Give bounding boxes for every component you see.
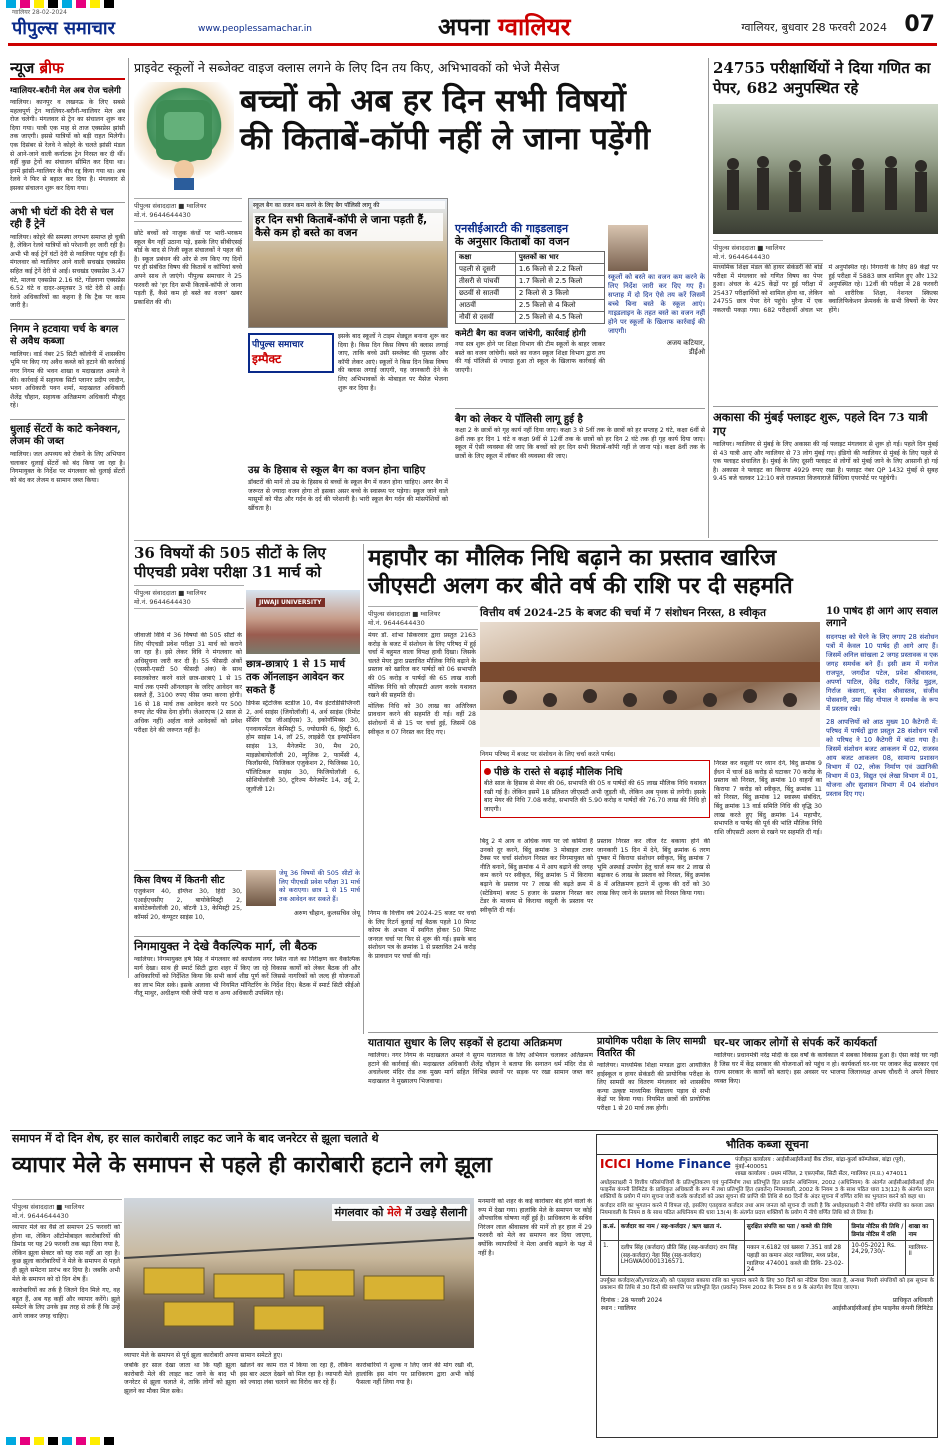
notice-table [600,1219,934,1276]
table-row [456,276,605,288]
math-byline [713,237,823,267]
fair-photo-caption: व्यापार मेले के समापन से पूर्व झूला कारोबारी अपना सामान समेटते हुए। [124,1352,283,1359]
brief-head-a: न्यूज [10,59,35,77]
small-date: ग्वालियर 28-02-2024 [12,9,67,16]
possession-notice-ad [596,1134,938,1438]
table-cell: नौवीं से दसवीं [456,312,516,324]
section-title [438,10,570,43]
table-cell: पहली से दूसरी [456,264,516,276]
column-rule [708,58,709,538]
logo-a: ICICI [600,1157,632,1171]
table-header-cell: पुस्तकों का भार [515,252,604,264]
registrar-name: अरुण चौहान, कुलसचिव जेयू [293,910,360,917]
brief-head-b: ब्रीफ [39,59,64,77]
deo-quote-box [608,225,705,357]
table-cell: 2.5 किलो से 4 किलो [515,300,604,312]
table-header-row [456,252,605,264]
doorstep-headline: घर-घर जाकर लोगों से संपर्क करें कार्यकर्ता [714,1037,877,1049]
brief-item [10,419,125,485]
notice-para-3: उपर्युक्त कर्जदार(ओं)/गारंटर(ओं) को एतद्द्वारा बकाया राशि का भुगतान करने के लिए 30 दिनों का नोटिस दिया जाता है, अन्यथा गिरवी संपत्तियों को इस सूचना के प्रकाशन की तिथि से 30 दिनों की समाप्ति पर प्रतिभूति हित (प्रवर्तन) नियम 2002 के नियम 8 व 9 के अंतर्गत बेच दिया जाएगा। [600,1278,934,1291]
color-registration-strip-bottom [0,1437,945,1445]
brief-body: ग्वालियर। कोहरे की समस्या लगभग समाप्त हो चुकी है, लेकिन रेलवे यात्रियों को परेशानी हर जारी रही है। अभी भी कई ट्रेनें घंटों देरी से ग्वालियर पहुंच रही हैं। मंगलवार को ग्वालियर आने वाली सचखंड एक्सप्रेस सहित कई ट्रेनें देरी से आईं। सचखंड एक्सप्रेस 3.47 घंटे, मालवा एक्सप्रेस 2.16 घंटे, गोंडवाना एक्सप्रेस 6.52 घंटे व दादर-अमृतसर 3 घंटे देरी से आईं। रेलवे अधिकारियों का कहना है कि ट्रैक पर काम जारी है। [10,233,125,310]
brief-item [10,319,125,411]
brief-title: ग्वालियर-बरौनी मेल अब रोज चलेगी [10,86,121,96]
notice-head: भौतिक कब्जा सूचना [597,1135,937,1155]
notice-branch: शाखा कार्यालय : प्रथम मंजिल, 2 एफ़एमीस, सिटी सेंटर, ग्वालियर (म.प्र.) 474011 [735,1171,908,1177]
doorstep-story [714,1036,938,1122]
fair-kicker: समापन में दो दिन शेष, हर साल कारोबारी लाइट कट जाने के बाद जनरेटर से झूला चलाते थे [12,1132,379,1145]
traffic-body: ग्वालियर। नगर निगम के मदाखलत अमले ने सुगम यातायात के लिए अभियान चलाकर अतिक्रमण हटाने की कार्रवाई की। मदाखलत अधिकारी शैलेंद्र चौहान ने बताया कि सनातन धर्म मंदिर रोड से अचलेश्वर मंदिर रोड तक मुख्य मार्ग सहित विभिन्न स्थानों पर सड़क पर रखा सामान जब्त कर मदाखलत ने मुख्यालय भिजवाया। [368,1052,593,1085]
jiwaji-university-photo [246,590,360,654]
exam-body: ग्वालियर। माध्यमिक शिक्षा मण्डल द्वारा आयोजित हाईस्कूल व हायर सेकंडरी की प्रायोगिक परीक्षा के लिए सामग्री का वितरण मंगलवार को शासकीय कन्या उत्कृष्ट माध्यमिक विद्यालय पड़ाव से सभी केंद्रों पर किया गया। नियमित छात्रों की प्रायोगिक परीक्षा 1 से 20 मार्च तक होगी। [597,1062,710,1112]
phd-body [134,632,242,867]
table-header-cell: कर्जदार का नाम / सह-कर्जदार / ऋण खाता नं. [618,1220,744,1241]
brief-body: ग्वालियर। कानपुर व लखनऊ के लिए सबसे महत्वपूर्ण ट्रेन ग्वालियर-बरौनी-ग्वालियर मेल अब रोज चलेगी। मंगलवार से ट्रेन का संचालन शुरू कर दिया गया। यात्री एक माह से ताज एक्सप्रेस झांसी तक जाएगी। इससे यात्रियों को बड़ी राहत मिलेगी। एक दिसंबर से रेलवे ने कोहरे के चलते झांसी मंडल से आने-जाने वाली कर्नाटक ट्रेन निरस्त कर दी थीं। वहीं कुछ ट्रेनों का संचालन सीमित कर दिया था। इनमें झांसी-ग्वालियर के बीच रद्द किया गया था। अब रेलवे ने फिर से बहाल कर दिया है। मंगलवार से इसका संचालन शुरू कर दिया गया। [10,99,125,192]
age-weight-box [248,465,448,513]
prior-story-clipping [248,198,448,328]
impact-badge [248,333,334,373]
brief-title: धुलाई सेंटरों के काटे कनेक्शन, लेजम की जब्त [10,424,121,448]
akasa-headline: अकासा की मुंबई फ्लाइट शुरू, पहले दिन 73 यात्री गए [713,410,928,438]
color-registration-strip [0,0,945,8]
top-story-body-1 [134,230,242,307]
table-cell: 10-05-2021 Rs. 24,29,730/- [849,1241,906,1276]
phd-application-box [246,658,360,830]
top-story-body-2 [338,333,448,393]
council-photo-caption-wrap [480,749,820,758]
traffic-headline: यातायात सुधार के लिए सड़कों से हटाया अतिक्रमण [368,1037,562,1049]
seat-head: किस विषय में कितनी सीट [134,870,242,886]
masthead [8,8,937,46]
brief-item [10,202,125,311]
fair-rides-photo [124,1198,474,1348]
schoolbag-illustration [134,82,234,190]
photo-tag-a: मंगलवार को [334,1206,384,1219]
byline-text: पीपुल्स संवाददाता ■ ग्वालियर [134,202,207,210]
table-header-cell: डिमांड नोटिस की तिथि / डिमांड नोटिस में राशि [849,1220,906,1241]
councillor-points-column [826,606,938,1028]
notice-date: दिनांक : 28 फरवरी 2024 [601,1297,663,1304]
mayor-subhead-wrap [480,606,820,620]
news-brief-column [10,58,125,978]
bag-policy-box [455,408,705,461]
brief-item [10,86,125,194]
mayor-body-6 [714,760,822,1028]
notice-sign-1: प्राधिकृत अधिकारी [892,1297,933,1304]
page-number: 07 [904,12,935,37]
byline-text: पीपुल्स संवाददाता ■ ग्वालियर [134,589,207,597]
fund-box-head: पीछे के रास्ते से बढ़ाई मौलिक निधि [494,767,623,778]
section-rule [10,1130,938,1131]
mayor-fund-story [368,544,938,600]
registrar-portrait [246,870,276,906]
byline-text: पीपुल्स संवाददाता ■ ग्वालियर [12,1203,85,1211]
mayor-paragraph: प्रस्ताव निरस्त कर लीज रेट बकाया होने की जानकारी 15 दिन में देने, बिंदु क्रमांक 6 तरण पुष्कर में किराया संशोधन स्वीकृत, बिंदु क्रमांक 7 भूमि अस्थाई उपयोग हेतु चार्ज कम कर 2 लाख से बढ़ाकर 6 लाख के प्रस्ताव को निरस्त, बिंदु क्रमांक 8 में अतिक्रमण हटाने में शुल्क की दरों को 30 लाख किए जाने के प्रस्ताव को निरस्त किया गया। [597,838,710,897]
age-body: डॉक्टरों की मानें तो उम्र के हिसाब से बच्चों के स्कूल बैग में वजन होना चाहिए। अगर बैग में जरूरत से ज्यादा वजन होगा तो इसका असर बच्चे के स्वास्थ्य पर पड़ेगा। स्कूल जाने वाले मासूमों को पीठ और गर्दन के दर्द की परेशानी है। भारी स्कूल बैग गर्दन की मांसपेशियों को खींचता है। [248,479,448,512]
fund-box-body: बीते साल के हिसाब से मेयर की 06, सभापति की 05 व पार्षदों की 65 लाख मौलिक निधि यथावत रखी गई है। लेकिन इसमें 18 प्रतिशत जीएसटी अभी जुड़ती थी, लेकिन अब पृथक से लगेगी। इसके बाद मेयर की निधि 7.08 करोड़, सभापति की 5.90 करोड़ व पार्षदों की 76.70 लाख की निधि हो जाएगी। [484,780,706,813]
commissioner-story [134,936,360,1014]
fair-body-1 [12,1224,120,1438]
impact-tag: इम्पैक्ट [252,352,282,366]
section-prefix: अपना [438,12,490,41]
table-header-cell: शाखा का नाम [906,1220,934,1241]
exam-headline: प्रायोगिक परीक्षा के लिए सामग्री वितरित की [597,1036,707,1059]
fair-paragraph: खोलने का काम रात में किया जा रहा है, लेकिन इस बार अटल देखने को मिल रहा है। व्यापारी मेले को ज्यादा लंबा चलाने का विरोध कर रहे हैं। [240,1362,352,1387]
section-city: ग्वालियर [497,12,571,41]
bullet-icon [484,768,491,775]
notice-sign-2: आईसीआईसीआई होम फाइनेंस कंपनी लिमिटेड [832,1305,933,1312]
deo-portrait [608,225,648,271]
top-story-paragraph: छोटे बच्चों को नाजुक कंधों पर भारी-भरकम स्कूल बैग नहीं उठाना पड़े, इसके लिए सीबीएसई बोर्ड के बाद से निजी स्कूल संचालकों ने पहल की है। स्कूल प्रबंधन की ओर से तय किए गए दिनों पर ही संबंधित विषय की किताबें व कॉपियां बच्चे अपने साथ ले जाएंगे। पीपुल्स समाचार ने 25 फरवरी को 'हर दिन सभी किताबें-कॉपी ले जाना पड़ती हैं, कैसे कम हो बस्ते का वजन' खबर प्रकाशित की थी। [134,230,242,306]
notice-place: स्थान : ग्वालियर [601,1305,636,1312]
book-weight-table [455,251,605,324]
fund-backdoor-box [480,760,710,818]
math-exam-story [713,58,938,98]
clipping-caption-top: स्कूल बैग का वजन कम करने के लिए बैग पॉलिसी लागू की [253,201,445,209]
table-cell: मकान न.6182 एवं खसरा 7.351 वार्ड 28 पहाड़ी का कमान अंदर ग्वालियर, मध्य प्रदेश, ग्वालियर 474001 कब्जे की तिथि- 23-02-24 [744,1241,849,1276]
phd-paragraph: जीवाजी विवि में 36 विषयों की 505 सीटों के लिए पीएचडी प्रवेश परीक्षा 31 मार्च को कराने जा रहा है। इसे लेकर विवि ने मंगलवार को अधिसूचना जारी कर दी है। 55 फीसदी अंकों (एससी-एसटी 50 फीसदी अंक) के साथ स्नातकोत्तर करने वाले छात्र-छात्राएं 1 से 15 मार्च तक एमपी ऑनलाइन के जरिए आवेदन कर सकते हैं, 3100 रुपए फीस जमा करना होगी। 16 से 18 मार्च तक आवेदन करने पर 500 रुपए लेट फीस देना होगी। जेआरएफ (2 साल से अधिक नहीं) अर्हता वाले आवेदकों को प्रवेश परीक्षा देने की जरूरत नहीं है। [134,632,242,734]
table-cell: छठवीं से सातवीं [456,288,516,300]
committee-body: नया सत्र शुरू होने पर शिक्षा विभाग की टीम स्कूलों के बाहर जाकर बस्ते का वजन जांचेगी। बस्ते का वजन स्कूल शिक्षा विभाग द्वारा तय की गई पॉलिसी से ज्यादा हुआ तो स्कूल के खिलाफ कार्रवाई की जाएगी। [455,341,605,374]
icici-logo [600,1157,731,1171]
mayor-paragraph: मोलिक निधि को 30 लाख का अतिरिक्त प्रावधान करने की सहमति दी गई। वहीं 28 संशोधनों में से 15 पर चर्चा हुई, जिसमें 08 स्वीकृत व 07 निरस्त कर दिए गए। [368,702,476,736]
byline-mobile: मो.नं. 9644644430 [12,1212,69,1220]
fair-byline [12,1196,122,1226]
policy-head: बैग को लेकर ये पॉलिसी लागू हुई है [455,408,705,425]
website-url[interactable]: www.peoplessamachar.in [198,24,312,34]
students-queue-photo [713,104,938,234]
brief-title: अभी भी घंटों की देरी से चल रही हैं ट्रेनें [10,206,114,230]
impact-brand: पीपुल्स समाचार [252,340,304,350]
deo-title: डीईओ [688,348,705,356]
fair-photo-tag [332,1204,470,1221]
fair-caption-wrap [124,1350,474,1359]
fair-body-3 [124,1362,236,1438]
commissioner-body: ग्वालियर। निगमायुक्त हर्ष सिंह ने मंगलवार को कार्यालय नगर स्थित नाले का निरीक्षण कर वैकल्पिक मार्ग देखा। साथ ही स्मार्ट सिटी द्वारा शहर में किए जा रहे विकास कार्यों को लेकर बैठक ली और अधिकारियों को निर्देशित किया कि सभी कार्य शीघ्र पूर्ण करें जिससे नागरिकों को जल्द ही योजनाओं का लाभ मिल सके। इसके अलावा भी नियमित मॉनिटरिंग के निर्देश दिए। बैठक में स्मार्ट सिटी सीईओ नीतू माथुर, अधीक्षण यंत्री जेपी पारा व अन्य अधिकारी उपस्थित रहे। [134,956,360,998]
table-cell: 2 किलो से 3 किलो [515,288,604,300]
mayor-paragraph: निरस्त कर वसूली पर ध्यान देने, बिंदु क्रमांक 9 ईंधन में चार्ज 88 करोड़ से घटाकर 70 करोड़ के प्रस्ताव को निरस्त, बिंदु क्रमांक 10 वाहनों का किराया 7 करोड़ को स्वीकृत, बिंदु क्रमांक 11 को निरस्त, बिंदु क्रमांक 12 स्वास्थ्य संबंधित, बिंदु क्रमांक 13 वार्ड समिति निधि की वृद्धि 30 लाख करते हुए बिंदु क्रमांक 14 महापौर, सभापति व पार्षद की पूर्व की भांति मौलिक निधि राशि जीएसटी अलग से रखने पर सहमति दी गई। [714,760,822,836]
story-rule [368,1032,938,1033]
byline-mobile: मो.नं. 9644644430 [134,211,191,219]
mayor-headline-2: जीएसटी अलग कर बीते वर्ष की राशि पर दी सहमति [368,573,793,599]
top-story-byline [134,195,242,225]
column-rule [363,544,364,1034]
section-rule [134,540,938,541]
table-cell: ग्वालियर-II [906,1241,934,1276]
mayor-paragraph: निगम के वित्तीय वर्ष 2024-25 बजट पर चर्चा के लिए रिटर्न बुलाई गई बैठक पहले 10 मिनट कोरम के अभाव में स्थगित होकर 50 मिनट जनरल चर्चा पर फिर से शुरू की गई। इसके बाद संशोधन पत्र के क्रमांक 1 से प्रस्तावित 24 करोड़ के प्रावधान पर चर्चा की गई। [368,910,476,960]
council-photo-caption: निगम परिषद में बजट पर संशोधन के लिए चर्चा करते पार्षद। [480,751,616,758]
headline-line-2: की किताबें-कॉपी नहीं ले जाना पड़ेंगी [240,121,651,157]
table-row [456,312,605,324]
ncert-guideline-box [455,222,605,375]
news-brief-header [10,58,125,80]
clipping-headline: हर दिन सभी किताबें-कॉपी ले जाना पड़ती हैं, कैसे कम हो बस्ते का वजन [253,213,443,241]
table-header-row [601,1220,934,1241]
phd-side-body: डिफेंस स्ट्रेटजिक स्टडीज 10, मैथ इंटरडिसिप्लिनरी 2, अर्थ साइंस (जियोलॉजी) 4, अर्थ साइंस (रिमोट सेंसिंग एंड जीआईएस) 3, इकोनॉमिक्स 30, एनवायरमेंटल केमिस्ट्री 5, ज्योग्राफी 6, हिस्ट्री 6, होम साइंस 14, लॉ 25, लाइब्रेरी एंड इन्फॉर्मेशन साइंस 13, मैनेजमेंट 30, मैथ 20, माइक्रोबायोलॉजी 20, म्यूजिक 2, फार्मेसी 4, फिलॉसफी, फिजिकल एजुकेशन 2, फिजिक्स 10, पॉलिटिकल साइंस 30, फिजियोलॉजी 6, सोशियोलॉजी 30, टूरिज्म मैनेजमेंट 14, उर्दू 2, जूलॉजी 12। [246,700,360,793]
akasa-flight-story [713,410,938,484]
councillor-body-2: 28 आपत्तियों को आठ मुख्य 10 कैटेगरी में: परिषद में पार्षदों द्वारा प्रस्तुत 28 संशोधन पत्रों को परिषद ने 10 कैटेगरी में बांटा गया है। जिसमें संशोधन बजट आकलन में 02, राजस्व आय बजट आकलन 08, सामान्य प्रशासन विभाग में 02, लोक निर्माण एवं उद्यानिकी विभाग में 03, विद्युत एवं लेखा विभाग में 01, योजना और सुशासन विभाग में 04 संशोधन प्रस्ताव दिए गए। [826,718,938,798]
table-row [601,1241,934,1276]
brand-block [12,8,115,40]
age-head: उम्र के हिसाब से स्कूल बैग का वजन होना चाहिए [248,465,426,476]
fair-headline: व्यापार मेले के समापन से पहले ही कारोबारी हटाने लगे झूला [12,1152,492,1178]
headline-line-1: बच्चों को अब हर दिन सभी विषयों [240,83,626,119]
registrar-quote: जेयू 36 विषयों की 505 सीटों के लिए पीएचडी प्रवेश परीक्षा 31 मार्च को कराएगा। छात्र 1 से 15 मार्च तक आवेदन कर सकते हैं। [279,870,360,903]
fair-paragraph: कारोबारियों का तर्क है जितने दिन मिले गए, वह बहुत हैं, अब यह कहीं और व्यापार करेंगे। झूले समेटने के लिए उनके इस तरह से तर्क हैं कि उन्हें आगे जाकर जगह चाहिए। [12,1287,120,1320]
mayor-body-3 [368,910,476,1030]
table-row [456,300,605,312]
table-header-cell: कक्षा [456,252,516,264]
fair-paragraph: जबकि हर साल देखा जाता था कि यही झूला कारोबारी मेले की लाइट कट जाने के बाद भी जनरेटर से झूला चलाते थे, ताकि लोगों को झूला झूलने का मौका मिल सके। [124,1362,236,1395]
brief-body: ग्वालियर। जल अपव्यय को रोकने के लिए अभियान चलाकर धुलाई सेंटरों को बंद किया जा रहा है। निगमायुक्त के निर्देश पर मंगलवार को धुलाई सेंटरों को बंद कर लेजम व सामान जब्त किया। [10,451,125,484]
fair-side-body [478,1198,592,1438]
university-sign: JIWAJI UNIVERSITY [256,598,325,607]
akasa-body: ग्वालियर। ग्वालियर से मुंबई के लिए अकासा की नई फ्लाइट मंगलवार से शुरू हो गई। पहले दिन मुंबई से 43 यात्री आए और ग्वालियर से 73 लोग मुंबई गए। इंडिगो की ग्वालियर से मुंबई के लिए पहले से एक फ्लाइट संचालित है। मुंबई के लिए दूसरी फ्लाइट से लोगों को मुंबई जाने के लिए आसानी हो गई है। अकासा ने फ्लाइट का किराया 4929 रुपए रखा है। फ्लाइट नंबर QP 1432 मुंबई से सुबह 9.45 बजे चलकर 12:10 बजे राजमाता विजयाराजे सिंधिया एयरपोर्ट पर पहुंचेगी। [713,441,938,483]
ncert-head-2: के अनुसार किताबों का वजन [455,235,570,248]
committee-head: कमेटी बैग का वजन जांचेगी, कार्रवाई होगी [455,329,586,339]
photo-tag-c: में उखड़े सैलानी [405,1206,467,1219]
table-cell: 2.5 किलो से 4.5 किलो [515,312,604,324]
photo-tag-b: मेले [387,1206,402,1219]
fair-body-5 [356,1362,474,1438]
seat-distribution-box [134,870,242,938]
brief-body: ग्वालियर। वार्ड नंबर 25 सिटी कॉलोनी में शासकीय भूमि पर किए गए अवैध कब्जे को हटाने की कार्रवाई नगर निगम की भवन शाखा व मदाखलत अमले ने की। कार्रवाई में सहायक सिटी प्लानर प्रदीप जादौन, भवन अधिकारी पवन शर्मा, मदाखलत अधिकारी शैलेंद्र चौहान, सहायक अतिक्रमण अधिकारी मौजूद रहे। [10,350,125,410]
top-story-kicker-wrap [134,60,704,75]
table-cell: तीसरी से पांचवीं [456,276,516,288]
byline-text: पीपुल्स संवाददाता ■ ग्वालियर [368,610,441,618]
math-headline: 24755 परीक्षार्थियों ने दिया गणित का पेपर, 682 अनुपस्थित रहे [713,59,931,97]
mayor-paragraph: बिंदु 2 में आय व अधिक व्यय पर जो कमियां हैं उनको दूर करने, बिंदु क्रमांक 3 मोबाइल टावर टैक्स पर चर्चा संशोधन निरस्त कर निगमायुक्त को नीति बनाने, बिंदु क्रमांक 4 में आय बढ़ाने की जगह कम करने पर स्वीकृत, बिंदु क्रमांक 5 में किराया बढ़ाने के प्रस्ताव पर 7 लाख की बढ़ते क्रम में (स्टेडियम) बजट 5 हजार के प्रस्ताव निरस्त कर टेंडर के माध्यम से किराया वसूली के प्रस्ताव पर स्वीकृति दी गई। [480,838,593,914]
top-story-paragraph: इसके बाद स्कूलों ने टाइम शेड्यूल बनाना शुरू कर दिया है। किस दिन किस विषय की क्लास लगाई जाए, ताकि बच्चे उसी सब्जेक्ट की पुस्तक और कॉपी लेकर आएं। स्कूलों ने किस दिन किस विषय की क्लास लगाई जाएगी, यह जानकारी देने के लिए अभिभावकों के मोबाइल पर मैसेज भेजना शुरू कर दिया है। [338,333,448,392]
table-row [456,264,605,276]
story-rule [713,406,938,407]
mayor-subhead: वित्तीय वर्ष 2024-25 के बजट की चर्चा में 7 संशोधन निरस्त, 8 स्वीकृत [480,607,766,619]
top-story-kicker: प्राइवेट स्कूलों ने सब्जेक्ट वाइज क्लास लगने के लिए दिन तय किए, अभिभावकों को भेजे मैसेज [134,60,560,75]
byline-mobile: मो.नं. 9644644430 [134,598,191,606]
table-cell: दलीप सिंह (कर्जदार) प्रीति सिंह (सह-कर्जदार) राम सिंह (सह-कर्जदार) नेहा सिंह (सह-कर्जदार) LHGWA00001316571. [618,1241,744,1276]
notice-para-2: कर्जदार राशि का भुगतान करने में विफल रहे, इसलिए एतद्द्वारा कर्जदार तथा आम जनता को सूचना दी जाती है कि अधोहस्ताक्षरी ने नीचे वर्णित संपत्ति का कब्जा उक्त नियमावली के नियम 8 के साथ पठित अधिनियम की धारा 13(4) के अंतर्गत प्रदत्त शक्तियों के प्रयोग में नीचे वर्णित तिथि को ले लिया है। [600,1203,934,1216]
table-cell: आठवीं [456,300,516,312]
brief-title: निगम ने हटवाया चर्च के बगल से अवैध कब्जा [10,323,119,347]
dateline: ग्वालियर, बुधवार 28 फरवरी 2024 [741,21,887,34]
mayor-body-4 [480,838,593,1028]
mayor-body-5 [597,838,710,1028]
mayor-body-1 [368,632,476,907]
table-cell: 1.7 किलो से 2.5 किलो [515,276,604,288]
trade-fair-story [12,1132,592,1180]
fair-paragraph: व्यापार मेले का वैसे तो समापन 25 फरवरी को होना था, लेकिन ऑटोमोबाइल कारोबारियों की डिमांड पर यह 29 फरवरी तक बढ़ा दिया गया है, लेकिन झूला सेक्टर को यह रास नहीं आ रहा है। कुछ झूला कारोबारियों ने मेले के समापन से पहले ही झूले समेटना प्रारंभ कर दिया है। जबकि अभी मेले के समापन को दो दिन शेष हैं। [12,1224,120,1283]
mayor-headline-1: महापौर का मौलिक निधि बढ़ाने का प्रस्ताव खारिज [368,545,777,571]
councillor-headline: 10 पार्षद ही आगे आए सवाल लगाने [826,606,938,629]
table-cell: 1.6 किलो से 2.2 किलो [515,264,604,276]
crowd-illustration [713,104,938,234]
seat-body: एजुकेशन 40, इंग्लिश 30, हिंदी 30, एआईएचसीए 2, बायोकेमिस्ट्री 2, बायोटेक्नोलॉजी 20, बॉटनी 13, केमिस्ट्री 25, कॉमर्स 20, कंप्यूटर साइंस 10, [134,888,242,921]
practical-exam-story [597,1036,710,1122]
table-header-cell: सुरक्षित संपत्ति का पता / कब्जे की तिथि [744,1220,849,1241]
mayor-byline [368,603,478,633]
meeting-illustration [480,622,820,747]
deo-name: अजय कटियार, [666,339,705,347]
schoolbag-icon [134,82,234,190]
byline-mobile: मो.नं. 9644644430 [368,619,425,627]
column-rule [128,58,129,978]
council-meeting-photo [480,622,820,747]
table-header-cell: क्र.सं. [601,1220,619,1241]
commissioner-headline: निगमायुक्त ने देखे वैकल्पिक मार्ग, ली बैठक [134,936,360,954]
table-cell: 1. [601,1241,619,1276]
ncert-head-1: एनसीईआरटी की गाइडलाइन [455,222,569,235]
table-row [456,288,605,300]
fair-body-4 [240,1362,352,1438]
byline-mobile: मो.नं. 9644644430 [713,253,770,261]
traffic-story [368,1036,593,1112]
fair-paragraph: मनमानी को शहर के कई कारोबार बंद होने वालों के रूप में देखा गया। हालांकि मेले के समापन पर कोई औपचारिक घोषणा नहीं हुई है। प्राधिकरण के सचिव निरंजन लाल श्रीवास्तव की मानें तो हर हाल में 29 फरवरी को मेले का समापन कर दिया जाएगा, क्योंकि व्यापारियों ने मेला अवधि बढ़ाने के पक्ष में नहीं है। [478,1198,592,1257]
newspaper-brand: पीपुल्स समाचार [12,18,115,39]
registrar-quote-box [246,870,360,917]
top-story-headline [240,82,705,158]
fair-paragraph: कारोबारियों ने शुल्क न लिए जाने की मांग रखी थी, हालांकि इस मांग पर प्राधिकरण द्वारा अभी कोई फैसला नहीं लिया गया है। [356,1362,474,1387]
deo-quote: स्कूलों को बस्ते का वजन कम करने के लिए निर्देश जारी कर दिए गए हैं। सप्ताह में दो दिन ऐसे तय करें जिसमें बच्चे बिना बस्ते के स्कूल आएं। गाइडलाइन के तहत बस्ते का वजन नहीं होने पर स्कूलों के खिलाफ कार्रवाई की जाएगी। [608,273,705,335]
councillor-body: सदनपक्ष को घेरने के लिए लगाए 28 संशोधन पत्रों में केवल 10 पार्षद ही आगे आए हैं। जिसमें अनिल सांखला 2 जगह प्रस्तावक व एक जगह समर्थक बने हैं। इसी क्रम में मनोज राजपूत, जगदीश पटेल, प्रवेश श्रीवास्तव, अपर्णा पाटिल, देवेंद्र राठौर, जितेंद्र मुद्गल, गिर्राज कंसाना, बृजेश श्रीवास्तव, संजीव पोसवानी, उमा सिंह गोपाल ने समर्थक के रूप में प्रस्ताव रखे। [826,633,938,713]
logo-b: Home Finance [635,1157,732,1171]
doorstep-body: ग्वालियर। प्रधानमंत्री नरेंद्र मोदी के दस वर्षों के कार्यकाल में सबका विकास हुआ है। ऐसा कोई घर नहीं है जिस घर में केंद्र सरकार की योजनाओं को पहुंच न हो। कार्यकर्ता घर-घर पर जाकर केंद्र सरकार एवं राज्य सरकार के कार्यों को बताएं। इस अवसर पर भाजपा जिलाध्यक्ष अभय चौधरी ने अपने विचार व्यक्त किए। [714,1052,938,1085]
mayor-paragraph: मेयर डॉ. शोभा सिकरवार द्वारा प्रस्तुत 2163 करोड़ के बजट में संशोधन के लिए परिषद में हुई चर्चा में बहुमत वाला विपक्ष हावी दिखा। जिसके चलते मेयर द्वारा प्रस्तावित मौलिक निधि बढ़ाने के प्रस्ताव को खारिज कर पार्षदों को 06 सभापति की 05 करोड़ व पार्षदों की 65 लाख वाली मौलिक निधि को जीएसटी अलग करके यथावत रखने की सहमति दी। [368,632,476,700]
phd-side-head: छात्र-छात्राएं 1 से 15 मार्च तक ऑनलाइन आवेदन कर सकते हैं [246,659,345,696]
byline-text: पीपुल्स संवाददाता ■ ग्वालियर [713,244,786,252]
notice-office: पंजीकृत कार्यालय : आईसीआईसीआई बैंक टॉवर, बांद्रा-कुर्ला कॉम्प्लेक्स, बांद्रा (पूर्व), मुंबई-400051 [735,1157,906,1170]
math-body [713,264,938,404]
policy-body: कक्षा 2 के छात्रों को गृह कार्य नहीं दिया जाए। कक्षा 3 से 5वीं तक के छात्रों को हर सप्ताह 2 घंटे, कक्षा 6वीं से 8वीं तक हर दिन 1 घंटे व कक्षा 9वीं से 12वीं तक के छात्रों को हर दिन 2 घंटे तक ही गृह कार्य दिया जाए। स्कूल में ऐसी व्यवस्था की जाए कि बच्चों को हर दिन सभी किताबें-कॉपी नहीं ले जाना पड़े। कक्षा 8वीं तक के छात्रों के लिए स्कूल में लॉकर की व्यवस्था की जाए। [455,427,705,460]
notice-para-1: अधोहस्ताक्षरी ने वित्तीय परिसंपत्तियों के प्रतिभूतिकरण एवं पुनर्निर्माण तथा प्रतिभूति हित प्रवर्तन अधिनियम, 2002 (अधिनियम) के अंतर्गत आईसीआईसीआई होम फाइनेंस कंपनी लिमिटेड के प्राधिकृत अधिकारी के रूप में तथा प्रतिभूति हित (प्रवर्तन) नियमावली, 2002 के नियम 3 के साथ पठित धारा 13(12) के अंतर्गत प्रदत्त शक्तियों के प्रयोग में मांग सूचना जारी करके कर्जदारों को उक्त सूचना की प्राप्ति की तिथि से 60 दिनों के अंदर सूचना में वर्णित राशि का भुगतान करने को कहा था। [600,1180,934,1200]
math-paragraph: माध्यमिक शिक्षा मंडल की हायर सेकंडरी की बोर्ड परीक्षा में मंगलवार को गणित विषय का पेपर हुआ। अंचल के 425 केंद्रों पर हुई परीक्षा में 25437 परीक्षार्थियों को शामिल होना था, लेकिन 24755 छात्र पेपर देने पहुंचे। मुरैना में एक नकलची पकड़ा गया। 682 परीक्षार्थी अंचल भर में अनुपस्थित रहे। निगरानी के लिए 89 केंद्रों पर हुई परीक्षा में 5883 छात्र शामिल हुए और 132 अनुपस्थित रहे। 12वीं की परीक्षा में 28 फरवरी को शारीरिक शिक्षा, नेशनल स्किल्स क्वालिफिकेशन फ्रेमवर्क के सभी विषयों के पेपर होंगे। [713,264,938,314]
phd-headline: 36 विषयों की 505 सीटों के लिए पीएचडी प्रवेश परीक्षा 31 मार्च को [134,544,326,581]
